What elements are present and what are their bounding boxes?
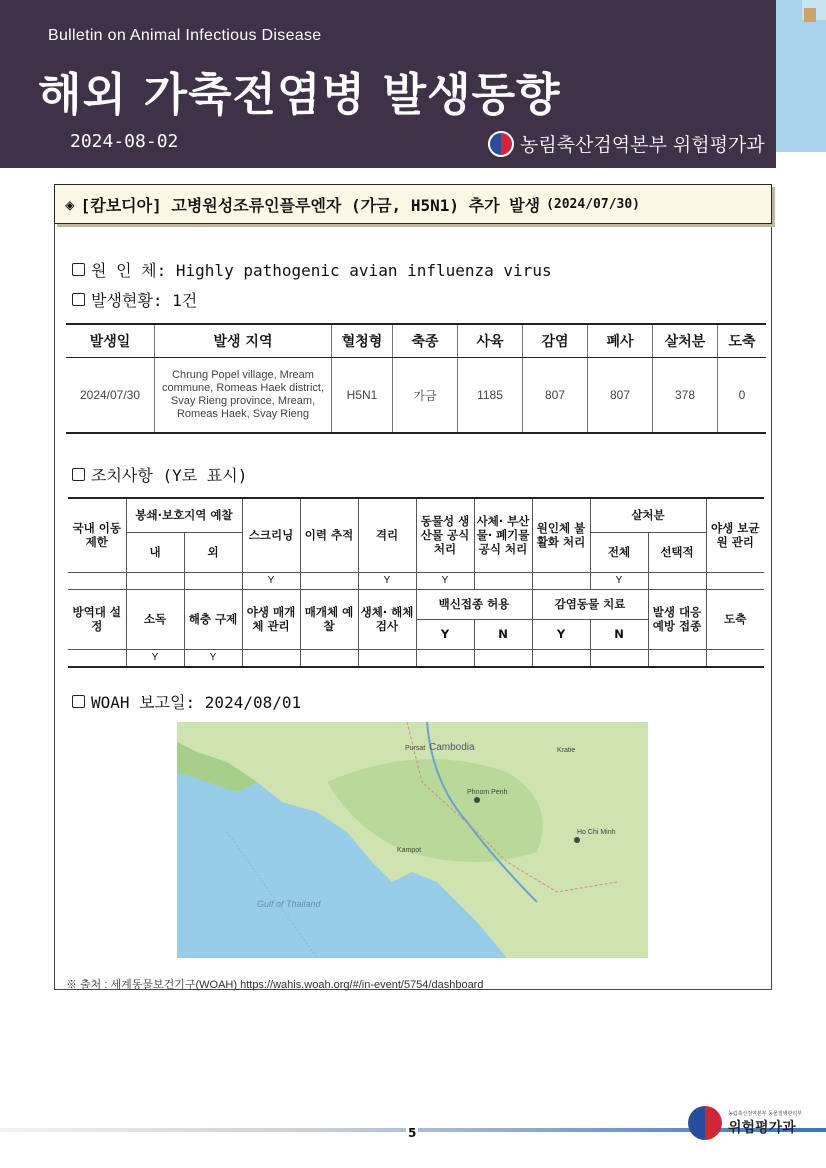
m-value: Y bbox=[126, 649, 184, 667]
checkbox-icon bbox=[72, 468, 85, 481]
diamond-bullet-icon: ◈ bbox=[65, 194, 75, 214]
accent-square-gold bbox=[804, 8, 816, 22]
document-header bbox=[0, 0, 776, 168]
col-slaughtered: 도축 bbox=[718, 324, 767, 358]
map-label-phnompenh: Phnom Penh bbox=[467, 789, 508, 796]
cell-raised: 1185 bbox=[458, 358, 523, 434]
m-culling: 살처분 bbox=[590, 498, 706, 532]
m-value bbox=[474, 572, 532, 589]
m-value bbox=[300, 649, 358, 667]
woah-section bbox=[72, 690, 301, 713]
measures-row-1 bbox=[68, 572, 764, 589]
outbreak-table bbox=[66, 323, 766, 434]
m-treat-y: Y bbox=[532, 619, 590, 649]
m-zoning: 방역대 설정 bbox=[68, 589, 126, 649]
bulletin-title: 해외 가축전염병 발생동향 bbox=[38, 68, 561, 121]
m-value bbox=[68, 572, 126, 589]
woah-label: WOAH 보고일: 2024/08/01 bbox=[91, 693, 302, 712]
outbreak-header-row bbox=[66, 324, 766, 358]
cell-infected: 807 bbox=[523, 358, 588, 434]
m-screening: 스크리닝 bbox=[242, 498, 300, 572]
footer-org bbox=[728, 1110, 802, 1137]
map-label-pursat: Pursat bbox=[405, 745, 426, 752]
m-value bbox=[358, 649, 416, 667]
map-label-cambodia: Cambodia bbox=[429, 742, 475, 753]
checkbox-icon bbox=[72, 293, 85, 306]
map-label-kampot: Kampot bbox=[397, 847, 422, 854]
m-trace: 이력 추적 bbox=[300, 498, 358, 572]
col-region: 발생 지역 bbox=[155, 324, 332, 358]
m-vaccine: 백신접종 허용 bbox=[416, 589, 532, 619]
m-value bbox=[300, 572, 358, 589]
m-treat: 감염동물 치료 bbox=[532, 589, 648, 619]
m-carcass: 사체· 부산물· 폐기물 공식 처리 bbox=[474, 498, 532, 572]
checkbox-icon bbox=[72, 695, 85, 708]
checkbox-icon bbox=[72, 263, 85, 276]
measures-section bbox=[72, 463, 247, 486]
m-cull-all: 전체 bbox=[590, 532, 648, 572]
m-prevent: 발생 대응 예방 접종 bbox=[648, 589, 706, 649]
m-bio-exam: 생체· 해체 검사 bbox=[358, 589, 416, 649]
m-inactivate: 원인체 불활화 처리 bbox=[532, 498, 590, 572]
measures-table bbox=[68, 497, 764, 668]
m-value bbox=[706, 572, 764, 589]
cell-date: 2024/07/30 bbox=[66, 358, 155, 434]
table-row bbox=[66, 358, 766, 434]
taegeuk-emblem-icon bbox=[488, 131, 514, 157]
m-animal-products: 동물성 생산물 공식 처리 bbox=[416, 498, 474, 572]
m-value bbox=[532, 572, 590, 589]
map-label-hcm: Ho Chi Minh bbox=[577, 829, 616, 836]
m-value bbox=[68, 649, 126, 667]
bulletin-subtitle: Bulletin on Animal Infectious Disease bbox=[48, 27, 322, 44]
m-value bbox=[590, 649, 648, 667]
status-label: 발생현황: 1건 bbox=[91, 291, 198, 310]
m-zone: 봉쇄·보호지역 예찰 bbox=[126, 498, 242, 532]
m-value bbox=[532, 649, 590, 667]
map-graphic bbox=[177, 722, 648, 958]
page-number: 5 bbox=[408, 1126, 417, 1140]
m-value: Y bbox=[590, 572, 648, 589]
col-date: 발생일 bbox=[66, 324, 155, 358]
map-label-gulf: Gulf of Thailand bbox=[257, 899, 321, 909]
org-label bbox=[488, 130, 765, 157]
footer-org-name: 위험평가과 bbox=[728, 1119, 796, 1136]
m-wild: 야생 보균원 관리 bbox=[706, 498, 764, 572]
footer-logo bbox=[688, 1106, 802, 1140]
taegeuk-emblem-icon bbox=[688, 1106, 722, 1140]
footer-org-small: 농림축산검역본부 동물질병관리부 bbox=[728, 1110, 803, 1117]
col-raised: 사육 bbox=[458, 324, 523, 358]
agent-label: 원 인 체: Highly pathogenic avian influenza virus bbox=[91, 261, 552, 280]
m-wild-vector: 야생 매개체 관리 bbox=[242, 589, 300, 649]
col-infected: 감염 bbox=[523, 324, 588, 358]
header-accent bbox=[776, 0, 826, 152]
m-zone-in: 내 bbox=[126, 532, 184, 572]
m-value bbox=[648, 649, 706, 667]
m-vector-watch: 매개체 예찰 bbox=[300, 589, 358, 649]
cell-dead: 807 bbox=[588, 358, 653, 434]
m-treat-n: N bbox=[590, 619, 648, 649]
cell-serotype: H5N1 bbox=[332, 358, 393, 434]
measures-label: 조치사항 (Y로 표시) bbox=[91, 466, 248, 485]
m-disinfect: 소독 bbox=[126, 589, 184, 649]
m-vaccine-n: N bbox=[474, 619, 532, 649]
m-value: Y bbox=[242, 572, 300, 589]
bulletin-date: 2024-08-02 bbox=[70, 131, 179, 152]
m-value bbox=[474, 649, 532, 667]
m-value bbox=[126, 572, 184, 589]
m-value bbox=[242, 649, 300, 667]
cell-culled: 378 bbox=[653, 358, 718, 434]
col-species: 축종 bbox=[393, 324, 458, 358]
report-title-date: (2024/07/30) bbox=[546, 196, 640, 212]
measures-row-2 bbox=[68, 649, 764, 667]
agent-section bbox=[72, 258, 552, 281]
m-vaccine-y: Y bbox=[416, 619, 474, 649]
m-value bbox=[184, 572, 242, 589]
cell-species: 가금 bbox=[393, 358, 458, 434]
m-domestic: 국내 이동 제한 bbox=[68, 498, 126, 572]
map-label-kratie: Kratie bbox=[557, 747, 576, 754]
report-title: [캄보디아] 고병원성조류인플루엔자 (가금, H5N1) 추가 발생 bbox=[80, 195, 541, 215]
m-value: Y bbox=[358, 572, 416, 589]
cell-region: Chrung Popel village, Mream commune, Romeas Haek district, Svay Rieng province, Mream, Romeas Haek, Svay Rieng bbox=[155, 358, 332, 434]
m-value bbox=[648, 572, 706, 589]
m-value: Y bbox=[416, 572, 474, 589]
m-zone-out: 외 bbox=[184, 532, 242, 572]
status-section bbox=[72, 288, 197, 311]
m-value bbox=[706, 649, 764, 667]
report-title-bar bbox=[54, 184, 772, 224]
source-note: ※ 출처 : 세계동물보건기구(WOAH) https://wahis.woah.org/#/in-event/5754/dashboard bbox=[66, 979, 484, 991]
m-cull-sel: 선택적 bbox=[648, 532, 706, 572]
col-serotype: 혈청형 bbox=[332, 324, 393, 358]
m-quarantine: 격리 bbox=[358, 498, 416, 572]
col-culled: 살처분 bbox=[653, 324, 718, 358]
col-dead: 폐사 bbox=[588, 324, 653, 358]
m-value: Y bbox=[184, 649, 242, 667]
m-pest: 해충 구제 bbox=[184, 589, 242, 649]
m-slaughter: 도축 bbox=[706, 589, 764, 649]
org-name: 농림축산검역본부 위험평가과 bbox=[520, 134, 765, 156]
cell-slaughtered: 0 bbox=[718, 358, 767, 434]
m-value bbox=[416, 649, 474, 667]
outbreak-map bbox=[177, 722, 648, 958]
